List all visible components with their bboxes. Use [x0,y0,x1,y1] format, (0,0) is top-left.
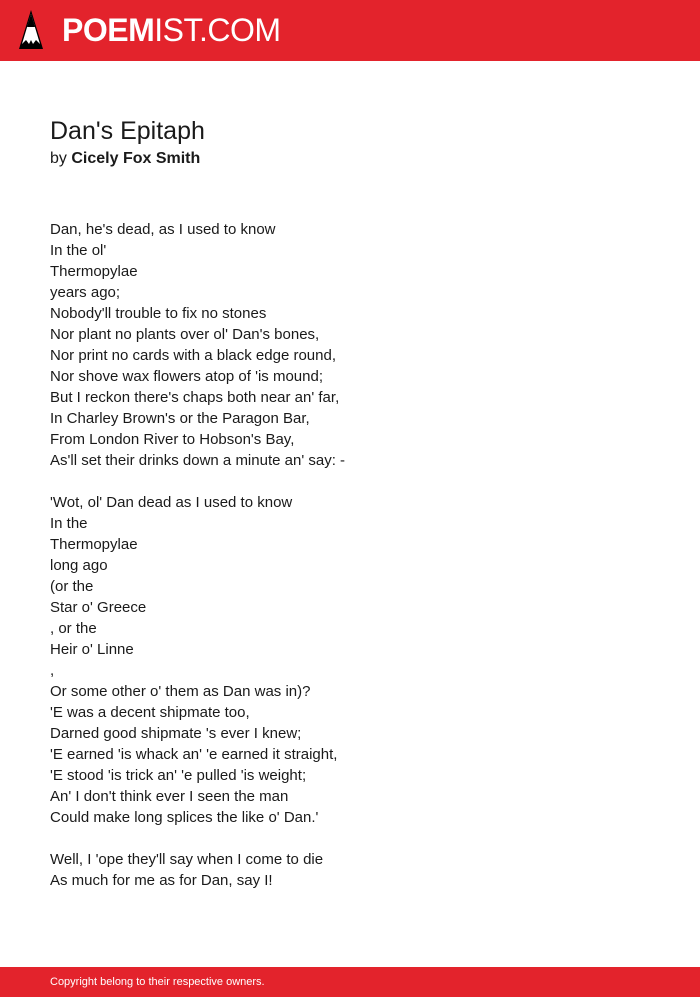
poem-line: As'll set their drinks down a minute an' say: - [50,452,346,469]
poem-byline [50,148,200,170]
poem-line: In the ol' [50,242,107,259]
stanza-break [50,471,650,492]
poem-line: 'Wot, ol' Dan dead as I used to know [50,494,293,511]
poem-line: Thermopylae [50,536,138,553]
poem-line: , or the [50,620,97,637]
stanza-break [50,828,650,849]
by-prefix: by [50,150,67,167]
poem-line: 'E earned 'is whack an' 'e earned it straight, [50,746,338,763]
poem-line: In the [50,515,88,532]
site-logo[interactable] [62,12,281,48]
logo-bold-text: POEM [62,12,155,48]
poem-line: Heir o' Linne [50,641,134,658]
poem-line: As much for me as for Dan, say I! [50,872,273,889]
poem-line: Dan, he's dead, as I used to know [50,221,276,238]
poem-line: Nobody'll trouble to fix no stones [50,305,267,322]
poem-line: Star o' Greece [50,599,147,616]
poem-line: Thermopylae [50,263,138,280]
pencil-tip-icon[interactable] [18,9,44,51]
poem-line: Could make long splices the like o' Dan.' [50,809,319,826]
poem-line: (or the [50,578,94,595]
poem-line: But I reckon there's chaps both near an' far, [50,389,340,406]
poem-line: years ago; [50,284,121,301]
poem-line: , [50,662,55,679]
poem-line: long ago [50,557,108,574]
poem-line: Or some other o' them as Dan was in)? [50,683,311,700]
logo-light-text: IST.COM [154,12,281,48]
poem-line: Nor shove wax flowers atop of 'is mound; [50,368,323,385]
site-footer [0,967,700,997]
poem-line: Darned good shipmate 's ever I knew; [50,725,302,742]
poem-line: From London River to Hobson's Bay, [50,431,295,448]
poem-body [50,219,650,891]
poem-title: Dan's Epitaph [50,117,205,145]
poem-line: An' I don't think ever I seen the man [50,788,289,805]
poem-line: Nor plant no plants over ol' Dan's bones, [50,326,320,343]
site-header [0,0,700,61]
poem-line: Nor print no cards with a black edge round, [50,347,336,364]
poem-line: Well, I 'ope they'll say when I come to die [50,851,324,868]
poem-line: 'E stood 'is trick an' 'e pulled 'is weight; [50,767,307,784]
copyright-text: Copyright belong to their respective owners. [50,976,265,988]
poem-author: Cicely Fox Smith [71,150,201,167]
poem-line: In Charley Brown's or the Paragon Bar, [50,410,310,427]
poem-line: 'E was a decent shipmate too, [50,704,250,721]
